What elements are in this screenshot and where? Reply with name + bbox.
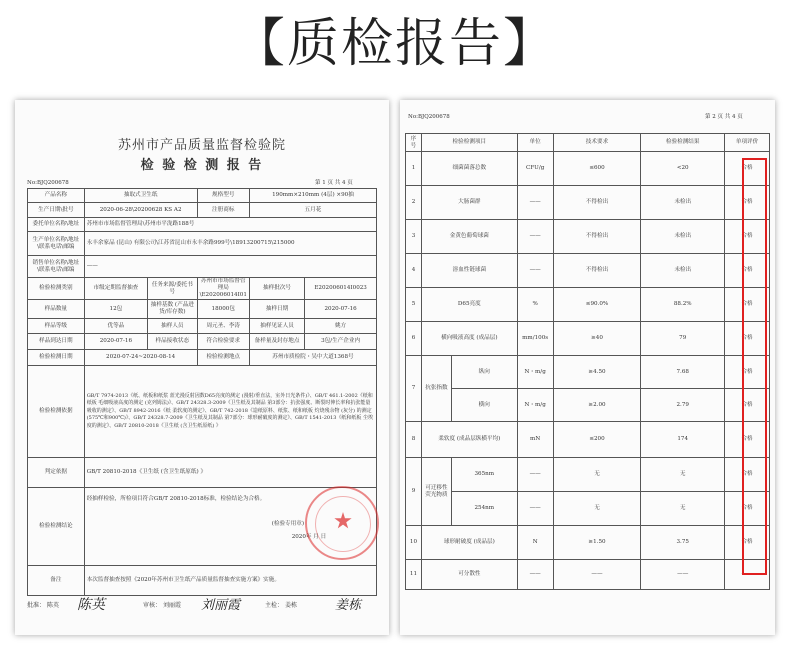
row-no: 3 (406, 220, 422, 254)
cell-value: 抽取式卫生纸 (84, 189, 197, 203)
cell-label: 检验检测地点 (197, 350, 249, 366)
row-eval: 合格 (725, 422, 770, 458)
header-no: 序号 (406, 134, 422, 152)
reviewer-signature: 刘丽霞 (201, 598, 241, 613)
stamp-text: (检验专用章) (271, 520, 305, 527)
row-result: 未检出 (641, 220, 725, 254)
row-eval: 合格 (725, 389, 770, 422)
approver-label: 批准： (27, 602, 46, 609)
row-unit: % (517, 288, 553, 322)
row-no: 1 (406, 152, 422, 186)
row-result: 3.75 (641, 526, 725, 560)
row-no: 11 (406, 560, 422, 590)
row-req: 不得检出 (553, 220, 641, 254)
cell-label: 样品数量 (28, 300, 85, 319)
cell-value: 本次监督抽查按照《2020年苏州市卫生纸产品质量监督抽查实施方案》实施。 (84, 566, 376, 596)
row-name: 细菌菌落总数 (421, 152, 517, 186)
row-result: 88.2% (641, 288, 725, 322)
row-eval: 合格 (725, 186, 770, 220)
row-subname: 纵向 (451, 356, 517, 389)
row-eval: 合格 (725, 152, 770, 186)
page-number: 第 1 页 共 4 页 (315, 180, 353, 186)
cell-value: 周元圣、李涛 (197, 319, 249, 334)
table-row (406, 220, 770, 254)
cell-label: 样品接收状态 (148, 334, 197, 350)
table-row (406, 152, 770, 186)
table-row (406, 288, 770, 322)
inspection-seal (305, 486, 379, 560)
row-name: 抗张指数 (421, 356, 451, 422)
table-row (406, 492, 770, 526)
header-result: 检验检测结果 (641, 134, 725, 152)
cell-label: 规格型号 (197, 189, 249, 203)
table-row (406, 322, 770, 356)
row-req: 无 (553, 492, 641, 526)
cell-label: 检验检测日期 (28, 350, 85, 366)
row-unit: —— (517, 186, 553, 220)
row-eval: 合格 (725, 356, 770, 389)
row-eval: 合格 (725, 492, 770, 526)
cell-value: 18000包 (197, 300, 249, 319)
cell-label: 生产单位名称\地址\联系电话\邮编 (28, 232, 85, 256)
cell-label: 备注 (28, 566, 85, 596)
table-row (406, 389, 770, 422)
cell-label: 样品到达日期 (28, 334, 85, 350)
cell-label: 备样量及封存地点 (249, 334, 304, 350)
table-row (406, 526, 770, 560)
highlight-box (742, 158, 767, 575)
table-row (406, 458, 770, 492)
row-result: 2.79 (641, 389, 725, 422)
row-name: 可分散性 (421, 560, 517, 590)
row-unit: N・m/g (517, 389, 553, 422)
cell-value: 12包 (84, 300, 147, 319)
cell-label: 检验检测类别 (28, 278, 85, 300)
conclusion-text: 经抽样检验，所检项目符合GB/T 20810-2018标准，检验结论为合格。 (86, 496, 266, 502)
table-row (406, 186, 770, 220)
row-name: D65亮度 (421, 288, 517, 322)
header-item: 检验检测项目 (421, 134, 517, 152)
row-eval: 合格 (725, 458, 770, 492)
row-name: 大肠菌群 (421, 186, 517, 220)
cell-label: 生产日期\批号 (28, 203, 85, 218)
header-eval: 单项评价 (725, 134, 770, 152)
cell-value: 符合检验要求 (197, 334, 249, 350)
row-req: ≤90.0% (553, 288, 641, 322)
results-table (405, 133, 770, 590)
cell-label: 抽样基数 (产品进货/库存数) (148, 300, 197, 319)
cell-value: 190mm×210mm (4层) ×90抽 (249, 189, 376, 203)
row-result: 未检出 (641, 254, 725, 288)
row-req: ≤200 (553, 422, 641, 458)
row-result: 79 (641, 322, 725, 356)
page-title: 【质检报告】 (232, 14, 557, 74)
row-result: <20 (641, 152, 725, 186)
cell-value: 2020-06-28\20200628 KS A2 (84, 203, 197, 218)
cell-value: GB/T 7974-2013《纸、纸板和纸浆 蓝光漫反射因数D65亮度的测定 (漫射/垂直法，室外日光条件)》、GB/T 461.1-2002《纸和纸板 毛细吸液高度的测定 (克列姆法)》、GB/T 24328.3-2009《卫生纸及其制品 第3部分：抗张强度、断裂时伸长率和抗张能量吸收的测定》、GB/T 8942-2016《纸 柔软度的测定》、GB/T 742-2018《造纸原料、纸浆、纸和纸板 灼烧残余物 (灰分) 的测定 (575℃和900℃)》、GB/T 24328.7-2009《卫生纸及其制品 第7部分：球形耐破度的测定》、GB/T 1541-2013《纸和纸板 尘埃度的测定》、GB/T 20810-2018《卫生纸 (含卫生纸原纸) 》 (84, 366, 376, 458)
reviewer-name: 刘丽霞 (163, 602, 182, 609)
row-eval: 合格 (725, 322, 770, 356)
row-unit: —— (517, 220, 553, 254)
cell-value: 市级定期监督抽查 (84, 278, 147, 300)
cell-label: 检验检测结论 (28, 488, 85, 566)
tester-signature: 姜栋 (335, 598, 362, 613)
row-unit: —— (517, 560, 553, 590)
row-eval: —— (725, 560, 770, 590)
row-req: —— (553, 560, 641, 590)
header-unit: 单位 (517, 134, 553, 152)
row-name: 柔软度 (成品层纵横平均) (421, 422, 517, 458)
cell-label: 销售单位名称\地址\联系电话\邮编 (28, 256, 85, 278)
row-no: 7 (406, 356, 422, 422)
row-result: 未检出 (641, 186, 725, 220)
cell-label: 判定依据 (28, 458, 85, 488)
row-unit: N (517, 526, 553, 560)
row-result: 无 (641, 492, 725, 526)
cell-value: 苏州市市场监督管理局\苏州市平泷路188号 (84, 218, 376, 232)
cell-label: 注册商标 (197, 203, 249, 218)
row-result: 7.68 (641, 356, 725, 389)
report-page-2 (400, 100, 775, 635)
table-row (406, 356, 770, 389)
row-name: 横向吸液高度 (成品层) (421, 322, 517, 356)
row-no: 10 (406, 526, 422, 560)
tester-label: 主检： (265, 602, 284, 609)
cell-value: E202006014I0023 (305, 278, 377, 300)
report-no: No:BJQ200678 (27, 180, 69, 186)
row-no: 9 (406, 458, 422, 526)
cell-value: —— (84, 256, 376, 278)
row-name: 球形耐破度 (成品层) (421, 526, 517, 560)
row-req: 不得检出 (553, 254, 641, 288)
table-row (406, 560, 770, 590)
row-req: ≤600 (553, 152, 641, 186)
row-req: 无 (553, 458, 641, 492)
row-name: 金黄色葡萄球菌 (421, 220, 517, 254)
cell-value: 2020-07-16 (84, 334, 147, 350)
row-name: 溶血性链球菌 (421, 254, 517, 288)
row-req: ≥1.50 (553, 526, 641, 560)
row-unit: mN (517, 422, 553, 458)
row-result: —— (641, 560, 725, 590)
cell-label: 产品名称 (28, 189, 85, 203)
row-unit: CFU/g (517, 152, 553, 186)
row-unit: N・m/g (517, 356, 553, 389)
row-result: 无 (641, 458, 725, 492)
cell-value: 姚方 (305, 319, 377, 334)
cell-value: 苏州市市场监督管理局\E202006014I01 (197, 278, 249, 300)
approver-name: 陈英 (47, 602, 60, 609)
row-unit: —— (517, 458, 553, 492)
row-unit: —— (517, 492, 553, 526)
cell-label: 抽样见证人员 (249, 319, 304, 334)
cell-label: 抽样人员 (148, 319, 197, 334)
approver-signature: 陈英 (77, 597, 105, 613)
row-no: 5 (406, 288, 422, 322)
cell-value: 五月花 (249, 203, 376, 218)
cell-label: 样品等级 (28, 319, 85, 334)
row-unit: mm/100s (517, 322, 553, 356)
report-no: No:BJQ200678 (408, 114, 450, 120)
row-eval: 合格 (725, 526, 770, 560)
cell-label: 检验检测依据 (28, 366, 85, 458)
cell-value: 2020-07-16 (305, 300, 377, 319)
row-eval: 合格 (725, 288, 770, 322)
cell-label: 任务来源/委托书号 (148, 278, 197, 300)
row-name: 可迁移性荧光物质 (421, 458, 451, 526)
cell-value: 苏州市质检院・吴中大道1368号 (249, 350, 376, 366)
cell-value: 3包/生产企业内 (305, 334, 377, 350)
row-eval: 合格 (725, 220, 770, 254)
row-req: 不得检出 (553, 186, 641, 220)
row-subname: 365nm (451, 458, 517, 492)
page-number: 第 2 页 共 4 页 (705, 114, 743, 120)
cell-value: GB/T 20810-2018《卫生纸 (含卫生纸原纸) 》 (84, 458, 376, 488)
reviewer-label: 审核： (143, 602, 162, 609)
row-req: ≥4.50 (553, 356, 641, 389)
row-req: ≥40 (553, 322, 641, 356)
row-subname: 横向 (451, 389, 517, 422)
report-page-1 (15, 100, 389, 635)
row-subname: 254nm (451, 492, 517, 526)
row-no: 8 (406, 422, 422, 458)
row-no: 4 (406, 254, 422, 288)
cell-label: 委托单位名称\地址 (28, 218, 85, 232)
cell-value: 2020-07-24~2020-08-14 (84, 350, 197, 366)
row-eval: 合格 (725, 254, 770, 288)
cell-label: 抽样批次号 (249, 278, 304, 300)
doc-title: 检 验 检 测 报 告 (140, 158, 264, 173)
cell-label: 抽样日期 (249, 300, 304, 319)
table-row (406, 422, 770, 458)
table-row (406, 254, 770, 288)
cell-value: 永丰余家品 (昆山) 有限公司\江苏省昆山市永丰余路999号\18913200715\215000 (84, 232, 376, 256)
row-result: 174 (641, 422, 725, 458)
header-req: 技术要求 (553, 134, 641, 152)
row-no: 2 (406, 186, 422, 220)
row-unit: —— (517, 254, 553, 288)
row-req: ≥2.00 (553, 389, 641, 422)
issue-date: 2020年 月 日 (291, 533, 327, 540)
org-name: 苏州市产品质量监督检验院 (117, 138, 286, 153)
tester-name: 姜栋 (285, 602, 298, 609)
row-no: 6 (406, 322, 422, 356)
cell-value: 优等品 (84, 319, 147, 334)
